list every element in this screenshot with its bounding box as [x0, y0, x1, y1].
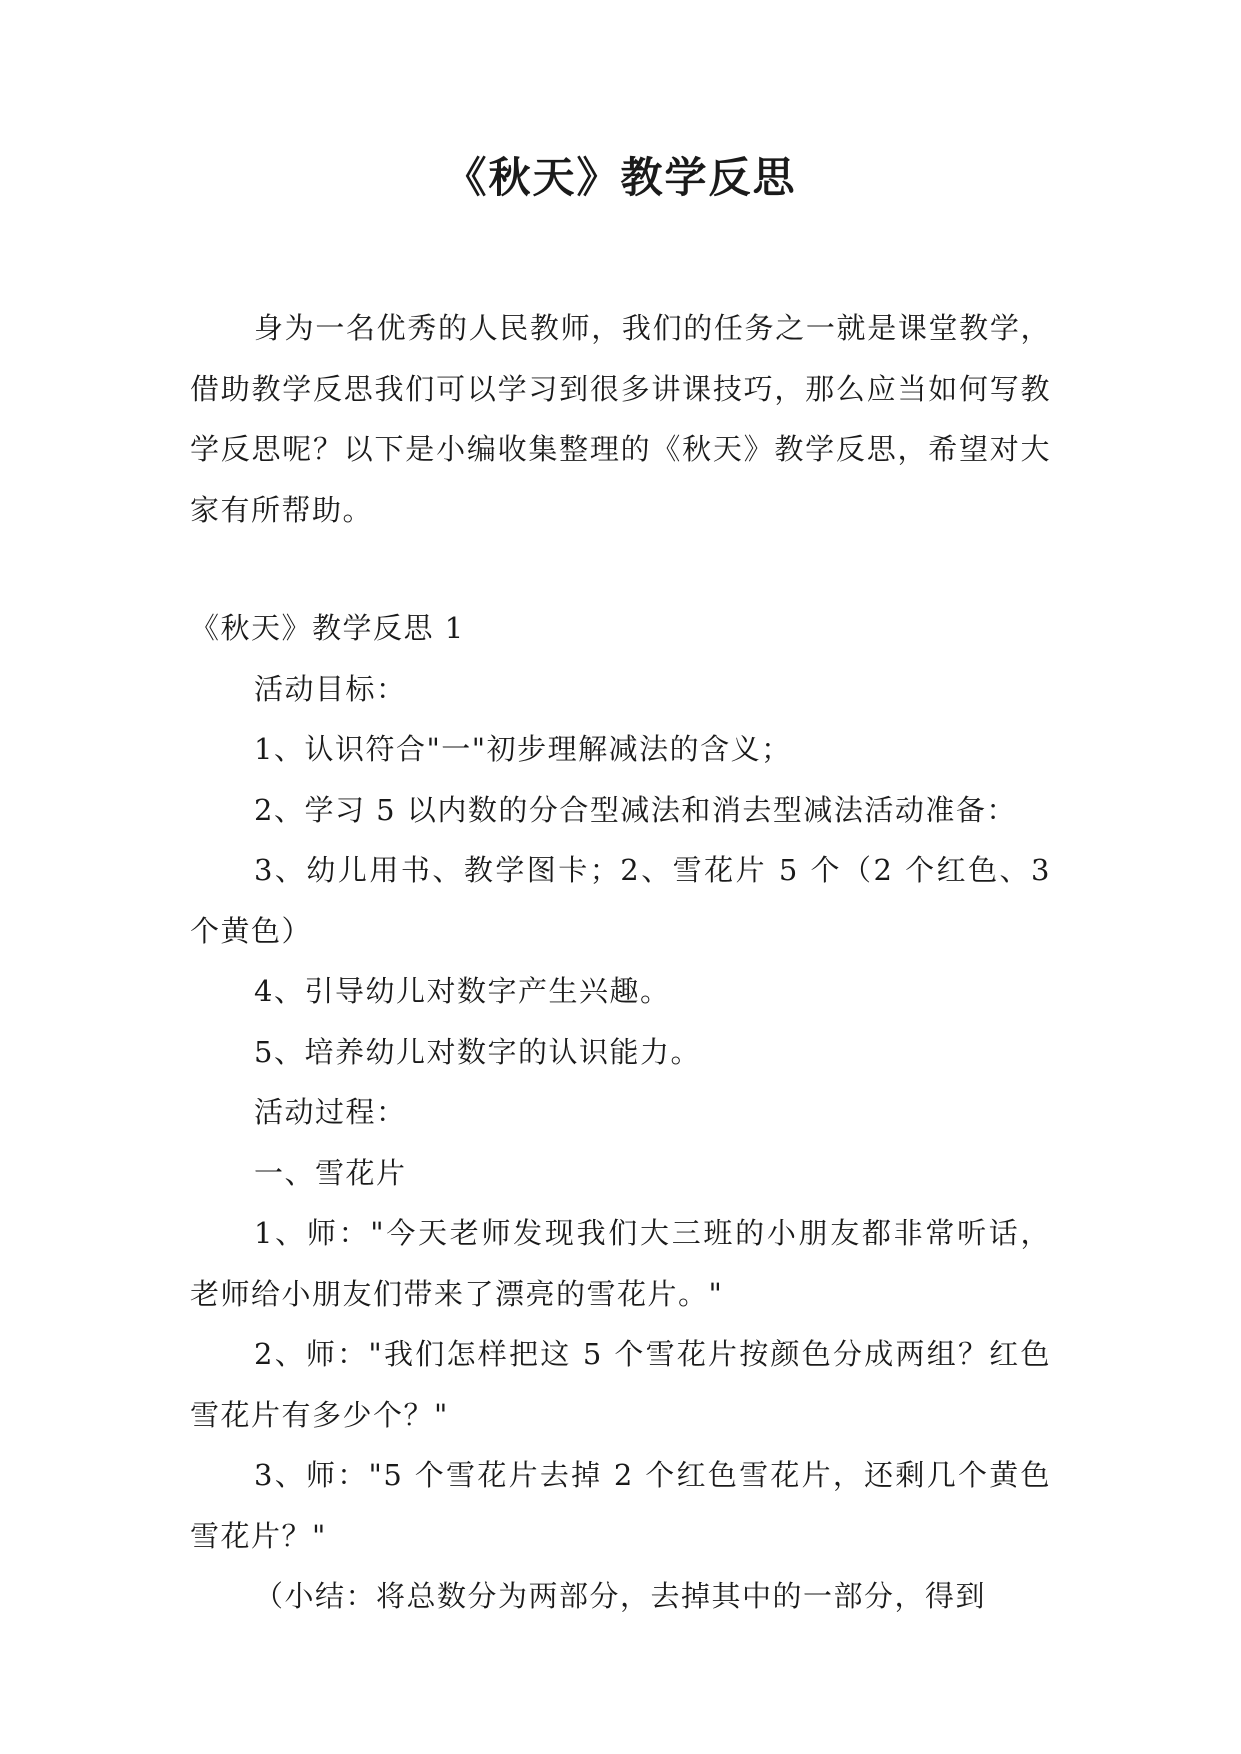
paragraph-goal-1: 1、认识符合"一"初步理解减法的含义； [254, 732, 792, 766]
paragraph-goal-3: 3、幼儿用书、教学图卡；2、雪花片 5 个（2 个红色、3 个黄色） [190, 853, 1051, 948]
paragraph-summary: （小结：将总数分为两部分，去掉其中的一部分，得到 [254, 1579, 987, 1613]
paragraph-activity-goals: 活动目标： [254, 671, 407, 706]
paragraph-goal-2: 2、学习 5 以内数的分合型减法和消去型减法活动准备： [254, 792, 1017, 827]
paragraph-step-one: 一、雪花片 [254, 1155, 407, 1190]
document-title: 《秋天》教学反思 [444, 153, 797, 202]
section-heading: 《秋天》教学反思 1 [190, 611, 465, 645]
paragraph-teacher-3: 3、师："5 个雪花片去掉 2 个红色雪花片，还剩几个黄色雪花片？" [190, 1458, 1051, 1553]
paragraph-teacher-2: 2、师："我们怎样把这 5 个雪花片按颜色分成两组？红色雪花片有多少个？" [190, 1337, 1051, 1432]
paragraph-activity-process: 活动过程： [254, 1095, 407, 1129]
paragraph-teacher-1: 1、师："今天老师发现我们大三班的小朋友都非常听话，老师给小朋友们带来了漂亮的雪花片。" [190, 1216, 1051, 1311]
paragraph-goal-5: 5、培养幼儿对数字的认识能力。 [254, 1034, 701, 1069]
intro-paragraph: 身为一名优秀的人民教师，我们的任务之一就是课堂教学，借助教学反思我们可以学习到很多讲课技巧，那么应当如何写教学反思呢？以下是小编收集整理的《秋天》教学反思，希望对大家有所帮助。 [190, 311, 1051, 527]
paragraph-goal-4: 4、引导幼儿对数字产生兴趣。 [254, 974, 671, 1008]
